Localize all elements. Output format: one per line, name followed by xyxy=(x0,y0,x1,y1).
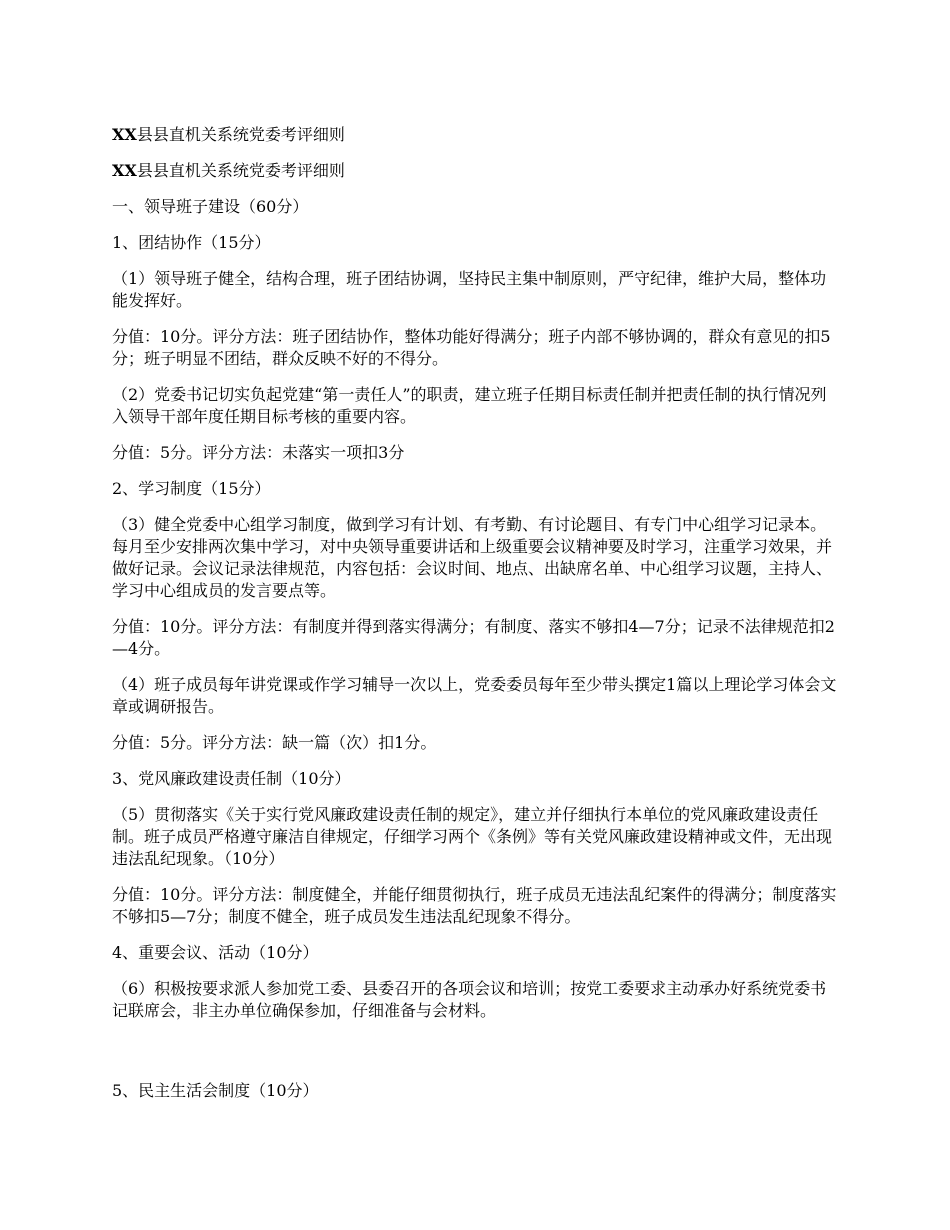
criterion-paragraph: （1）领导班子健全，结构合理，班子团结协调，坚持民主集中制原则，严守纪律，维护大局，整体功能发挥好。 xyxy=(112,269,827,310)
subsection-heading: 5、民主生活会制度（10分） xyxy=(112,1081,319,1100)
criterion-paragraph: （3）健全党委中心组学习制度，做到学习有计划、有考勤、有讨论题目、有专门中心组学习记录本。每月至少安排两次集中学习，对中央领导重要讲话和上级重要会议精神要及时学习，注重学习效果，并做好记录。会议记录法律规范，内容包括：会议时间、地点、出缺席名单、中心组学习议题，主持人、学习中心组成员的发言要点等。 xyxy=(112,515,833,600)
subsection-heading: 1、团结协作（15分） xyxy=(112,233,271,252)
score-paragraph: 分值：5分。评分方法：缺一篇（次）扣1分。 xyxy=(112,733,437,752)
subtitle-text: 县县直机关系统党委考评细则 xyxy=(136,161,345,180)
subtitle-prefix: XX xyxy=(112,161,137,180)
subsection-heading: 3、党风廉政建设责任制（10分） xyxy=(112,769,351,788)
subsection-heading: 4、重要会议、活动（10分） xyxy=(112,943,319,962)
criterion-paragraph: （2）党委书记切实负起党建“第一责任人”的职责，建立班子任期目标责任制并把责任制的执行情况列入领导干部年度任期目标考核的重要内容。 xyxy=(112,385,827,426)
score-paragraph: 分值：10分。评分方法：班子团结协作，整体功能好得满分；班子内部不够协调的，群众有意见的扣5分；班子明显不团结，群众反映不好的不得分。 xyxy=(112,327,831,368)
subsection-heading: 2、学习制度（15分） xyxy=(112,479,271,498)
document-body xyxy=(112,124,842,1102)
criterion-paragraph: （4）班子成员每年讲党课或作学习辅导一次以上，党委委员每年至少带头撰定1篇以上理论学习体会文章或调研报告。 xyxy=(112,675,837,716)
title-prefix: XX xyxy=(112,125,137,144)
title-text: 县县直机关系统党委考评细则 xyxy=(136,125,345,144)
score-paragraph: 分值：10分。评分方法：制度健全，并能仔细贯彻执行，班子成员无违法乱纪案件的得满分；制度落实不够扣5—7分；制度不健全，班子成员发生违法乱纪现象不得分。 xyxy=(112,885,837,926)
criterion-paragraph: （6）积极按要求派人参加党工委、县委召开的各项会议和培训；按党工委要求主动承办好系统党委书记联席会，非主办单位确保参加，仔细准备与会材料。 xyxy=(112,979,827,1020)
section-heading: 一、领导班子建设（60分） xyxy=(112,197,309,216)
document-title xyxy=(112,124,842,146)
score-paragraph: 分值：5分。评分方法：未落实一项扣3分 xyxy=(112,443,405,462)
document-subtitle xyxy=(112,160,842,182)
score-paragraph: 分值：10分。评分方法：有制度并得到落实得满分；有制度、落实不够扣4—7分；记录不法律规范扣2—4分。 xyxy=(112,617,835,658)
criterion-paragraph: （5）贯彻落实《关于实行党风廉政建设责任制的规定》，建立并仔细执行本单位的党风廉政建设责任制。班子成员严格遵守廉洁自律规定，仔细学习两个《条例》等有关党风廉政建设精神或文件，无出现违法乱纪现象。（10分） xyxy=(112,805,833,868)
